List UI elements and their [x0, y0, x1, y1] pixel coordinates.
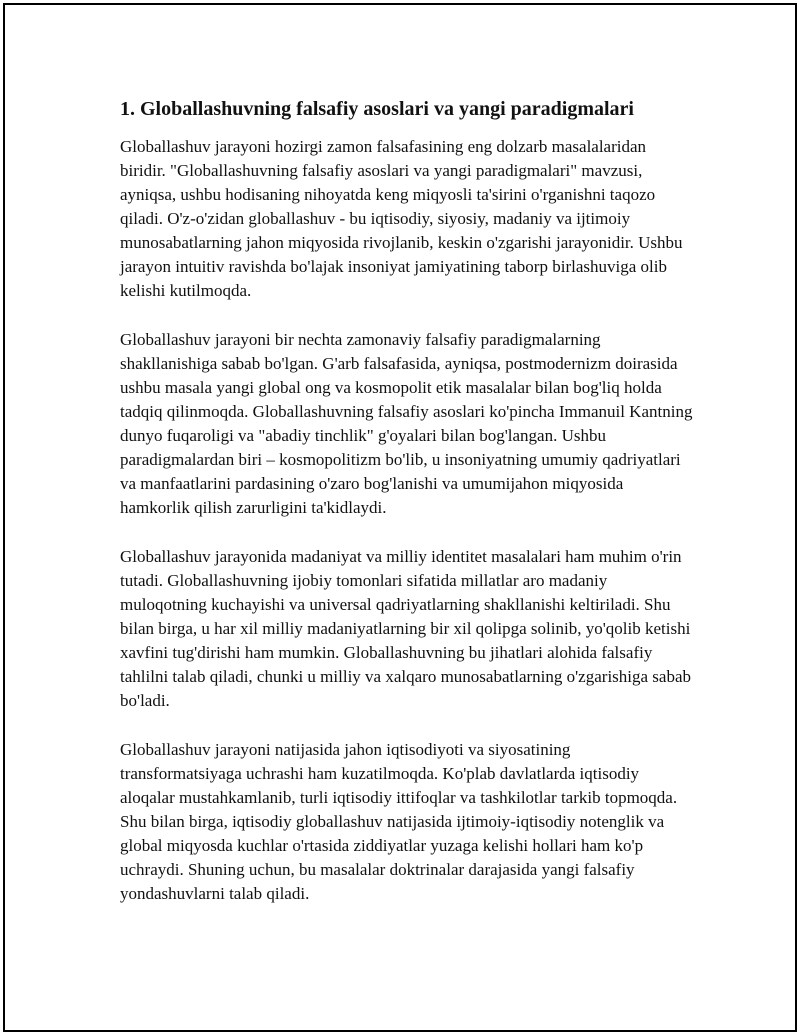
paragraph-1: Globallashuv jarayoni hozirgi zamon falsafasining eng dolzarb masalalaridan biridir. "Globallashuvning falsafiy asoslari va yangi paradigmalari" mavzusi, ayniqsa, ushbu hodisaning nihoyatda keng miqyosli ta'sirini o'rganishni taqozo qiladi. O'z-o'zidan globallashuv - bu iqtisodiy, siyosiy, madaniy va ijtimoiy munosabatlarning jahon miqyosida rivojlanib, keskin o'zgarishi jarayonidir. Ushbu jarayon intuitiv ravishda bo'lajak insoniyat jamiyatining taborp birlashuviga olib kelishi kutilmoqda. — [120, 137, 683, 300]
paragraph-4: Globallashuv jarayoni natijasida jahon iqtisodiyoti va siyosatining transformatsiyaga uchrashi ham kuzatilmoqda. Ko'plab davlatlarda iqtisodiy aloqalar mustahkamlanib, turli iqtisodiy ittifoqlar va tashkilotlar tarkib topmoqda. Shu bilan birga, iqtisodiy globallashuv natijasida ijtimoiy-iqtisodiy notenglik va global miqyosda kuchlar o'rtasida ziddiyatlar yuzaga kelishi hollari ham ko'p uchraydi. Shuning uchun, bu masalalar doktrinalar darajasida yangi falsafiy yondashuvlarni talab qiladi. — [120, 740, 678, 903]
page-frame — [3, 3, 797, 1032]
document-body — [120, 95, 695, 931]
paragraph-3: Globallashuv jarayonida madaniyat va milliy identitet masalalari ham muhim o'rin tutadi. Globallashuvning ijobiy tomonlari sifatida millatlar aro madaniy muloqotning kuchayishi va universal qadriyatlarning shakllanishi keltiriladi. Shu bilan birga, u har xil milliy madaniyatlarning bir xil qolipga solinib, yo'qolib ketishi xavfini tug'dirishi ham mumkin. Globallashuvning bu jihatlari alohida falsafiy tahlilni talab qiladi, chunki u milliy va xalqaro munosabatlarning o'zgarishiga sabab bo'ladi. — [120, 547, 692, 710]
section-title: 1. Globallashuvning falsafiy asoslari va yangi paradigmalari — [120, 98, 634, 120]
paragraph-2: Globallashuv jarayoni bir nechta zamonaviy falsafiy paradigmalarning shakllanishiga sabab bo'lgan. G'arb falsafasida, ayniqsa, postmodernizm doirasida ushbu masala yangi global ong va kosmopolit etik masalalar bilan bog'liq holda tadqiq qilinmoqda. Globallashuvning falsafiy asoslari ko'pincha Immanuil Kantning dunyo fuqaroligi va "abadiy tinchlik" g'oyalari bilan bog'langan. Ushbu paradigmalardan biri – kosmopolitizm bo'lib, u insoniyatning umumiy qadriyatlari va manfaatlarini pardasining o'zaro bog'lanishi va umumijahon miqyosida hamkorlik qilish zarurligini ta'kidlaydi. — [120, 330, 693, 517]
